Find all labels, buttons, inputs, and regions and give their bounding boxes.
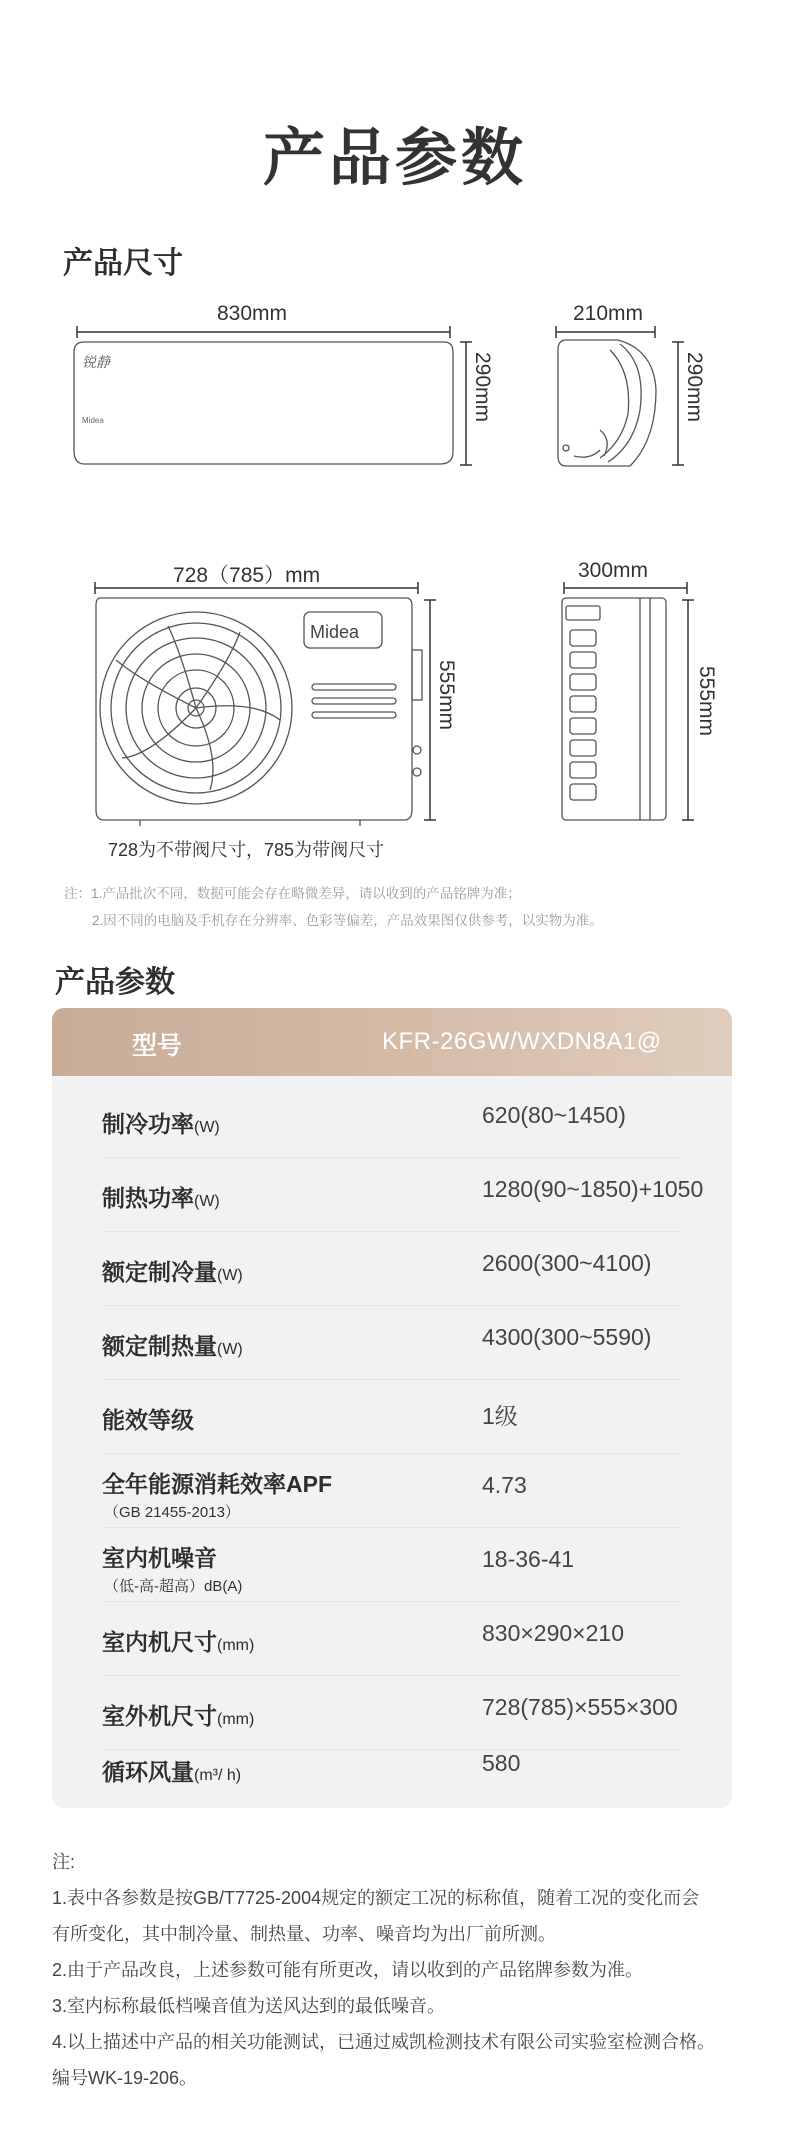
outdoor-depth-dimension-line — [564, 582, 687, 594]
outdoor-brand-logo: Midea — [310, 622, 360, 642]
model-value: KFR-26GW/WXDN8A1@ — [382, 1028, 662, 1055]
drawing-note-1: 注：1.产品批次不同，数据可能会存在略微差异，请以收到的产品铭牌为准； — [64, 886, 521, 901]
drawing-notes — [64, 880, 754, 934]
indoor-height-label: 290mm — [471, 352, 494, 423]
outdoor-width-label: 728（785）mm — [173, 564, 321, 587]
row-label: 室外机尺寸(mm) — [102, 1703, 255, 1729]
outdoor-unit-front — [96, 598, 422, 826]
indoor-product-logo: 锐静 — [82, 355, 110, 371]
table-row — [102, 1084, 682, 1158]
indoor-width-label: 830mm — [217, 302, 288, 325]
table-row — [102, 1602, 682, 1676]
indoor-unit-side — [558, 340, 656, 466]
notes-heading: 注: — [52, 1852, 76, 1872]
params-table — [52, 1008, 732, 1808]
table-row — [102, 1730, 682, 1808]
table-row — [102, 1306, 682, 1380]
note-line: 4.以上描述中产品的相关功能测试，已通过威凯检测技术有限公司实验室检测合格。 — [52, 2032, 716, 2052]
row-value: 1级 — [482, 1403, 518, 1429]
row-value: 4300(300~5590) — [482, 1324, 652, 1350]
row-value: 1280(90~1850)+1050 — [482, 1176, 704, 1202]
outdoor-unit-side — [562, 598, 666, 820]
indoor-depth-dimension-line — [556, 326, 655, 338]
outdoor-height-label: 555mm — [435, 660, 458, 731]
table-row — [102, 1158, 704, 1232]
row-label: 能效等级 — [102, 1407, 194, 1433]
table-row — [102, 1232, 682, 1306]
page-title: 产品参数 — [262, 124, 527, 193]
note-line: 1.表中各参数是按GB/T7725-2004规定的额定工况的标称值，随着工况的变化而会 — [52, 1888, 700, 1908]
note-line: 2.由于产品改良，上述参数可能有所更改，请以收到的产品铭牌参数为准。 — [52, 1960, 644, 1980]
row-value: 18-36-41 — [482, 1546, 575, 1572]
size-section-title: 产品尺寸 — [63, 247, 183, 280]
indoor-brand-mark: Midea — [82, 416, 104, 425]
outdoor-side-height-label: 555mm — [695, 666, 718, 737]
table-row — [102, 1454, 682, 1528]
indoor-depth-label: 210mm — [573, 302, 644, 325]
row-value: 728(785)×555×300 — [482, 1694, 678, 1720]
outdoor-side-height-dimension-line — [682, 600, 694, 820]
table-row — [102, 1380, 682, 1454]
row-value: 620(80~1450) — [482, 1102, 626, 1128]
row-label: 室内机噪音 （低-高-超高）dB(A) — [102, 1545, 243, 1595]
params-table-header — [52, 1008, 732, 1076]
params-section-title: 产品参数 — [55, 966, 175, 999]
note-line: 编号WK-19-206。 — [52, 2068, 198, 2088]
row-value: 580 — [482, 1750, 521, 1776]
row-label: 额定制热量(W) — [102, 1333, 243, 1359]
note-line: 有所变化，其中制冷量、制热量、功率、噪音均为出厂前所测。 — [52, 1924, 556, 1944]
model-label: 型号 — [132, 1032, 183, 1060]
table-row — [102, 1528, 682, 1602]
row-value: 2600(300~4100) — [482, 1250, 652, 1276]
row-label: 制冷功率(W) — [102, 1111, 220, 1137]
indoor-unit-front — [74, 342, 453, 464]
row-label: 室内机尺寸(mm) — [102, 1629, 255, 1655]
indoor-side-height-label: 290mm — [683, 352, 706, 423]
note-line: 3.室内标称最低档噪音值为送风达到的最低噪音。 — [52, 1996, 446, 2016]
row-value: 830×290×210 — [482, 1620, 624, 1646]
drawing-note-2: 2.因不同的电脑及手机存在分辨率、色彩等偏差，产品效果图仅供参考，以实物为准。 — [92, 913, 603, 928]
row-label: 全年能源消耗效率APF （GB 21455-2013） — [102, 1471, 332, 1521]
bottom-notes — [52, 1844, 742, 2096]
indoor-width-dimension-line — [77, 326, 450, 338]
row-label: 循环风量(m³/ h) — [102, 1759, 242, 1785]
row-value: 4.73 — [482, 1472, 527, 1498]
outdoor-size-caption: 728为不带阀尺寸，785为带阀尺寸 — [108, 840, 385, 860]
dimension-drawings — [0, 280, 790, 870]
outdoor-depth-label: 300mm — [578, 559, 649, 582]
row-label: 制热功率(W) — [102, 1185, 220, 1211]
row-label: 额定制冷量(W) — [102, 1259, 243, 1285]
